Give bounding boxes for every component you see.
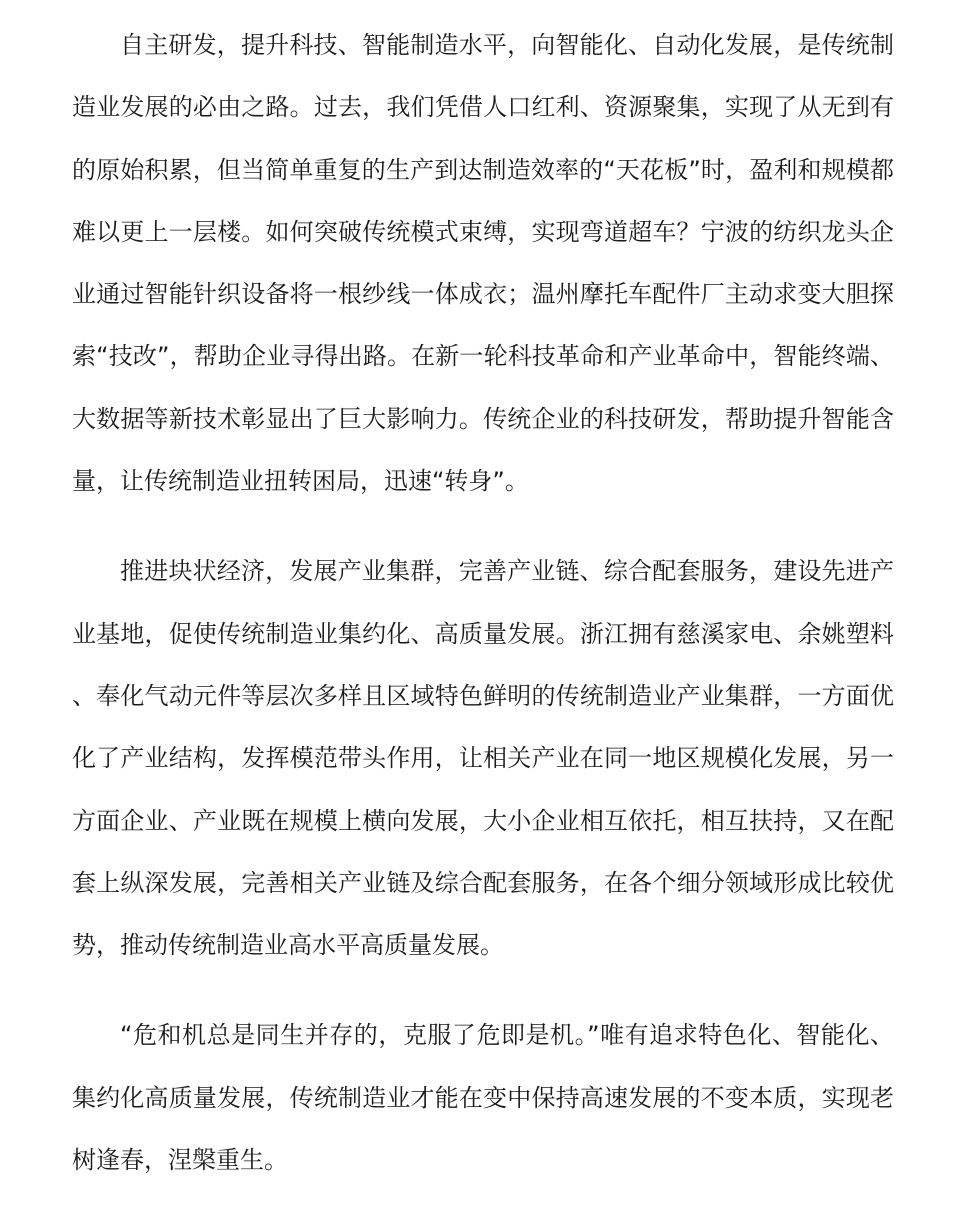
paragraph-1: 自主研发，提升科技、智能制造水平，向智能化、自动化发展，是传统制造业发展的必由之路。过去，我们凭借人口红利、资源聚集，实现了从无到有的原始积累，但当简单重复的生产到达制造效率的“天花板”时，盈利和规模都难以更上一层楼。如何突破传统模式束缚，实现弯道超车？宁波的纺织龙头企业通过智能针织设备将一根纱线一体成衣；温州摩托车配件厂主动求变大胆探索“技改”，帮助企业寻得出路。在新一轮科技革命和产业革命中，智能终端、大数据等新技术彰显出了巨大影响力。传统企业的科技研发，帮助提升智能含量，让传统制造业扭转困局，迅速“转身”。 (72, 31, 894, 496)
article-body (72, 14, 894, 1191)
paragraph-2: 推进块状经济，发展产业集群，完善产业链、综合配套服务，建设先进产业基地，促使传统制造业集约化、高质量发展。浙江拥有慈溪家电、余姚塑料、奉化气动元件等层次多样且区域特色鲜明的传统制造业产业集群，一方面优化了产业结构，发挥模范带头作用，让相关产业在同一地区规模化发展，另一方面企业、产业既在规模上横向发展，大小企业相互依托，相互扶持，又在配套上纵深发展，完善相关产业链及综合配套服务，在各个细分领域形成比较优势，推动传统制造业高水平高质量发展。 (72, 557, 894, 960)
paragraph-3: “危和机总是同生并存的，克服了危即是机。”唯有追求特色化、智能化、集约化高质量发展，传统制造业才能在变中保持高速发展的不变本质，实现老树逢春，涅槃重生。 (72, 1021, 894, 1175)
